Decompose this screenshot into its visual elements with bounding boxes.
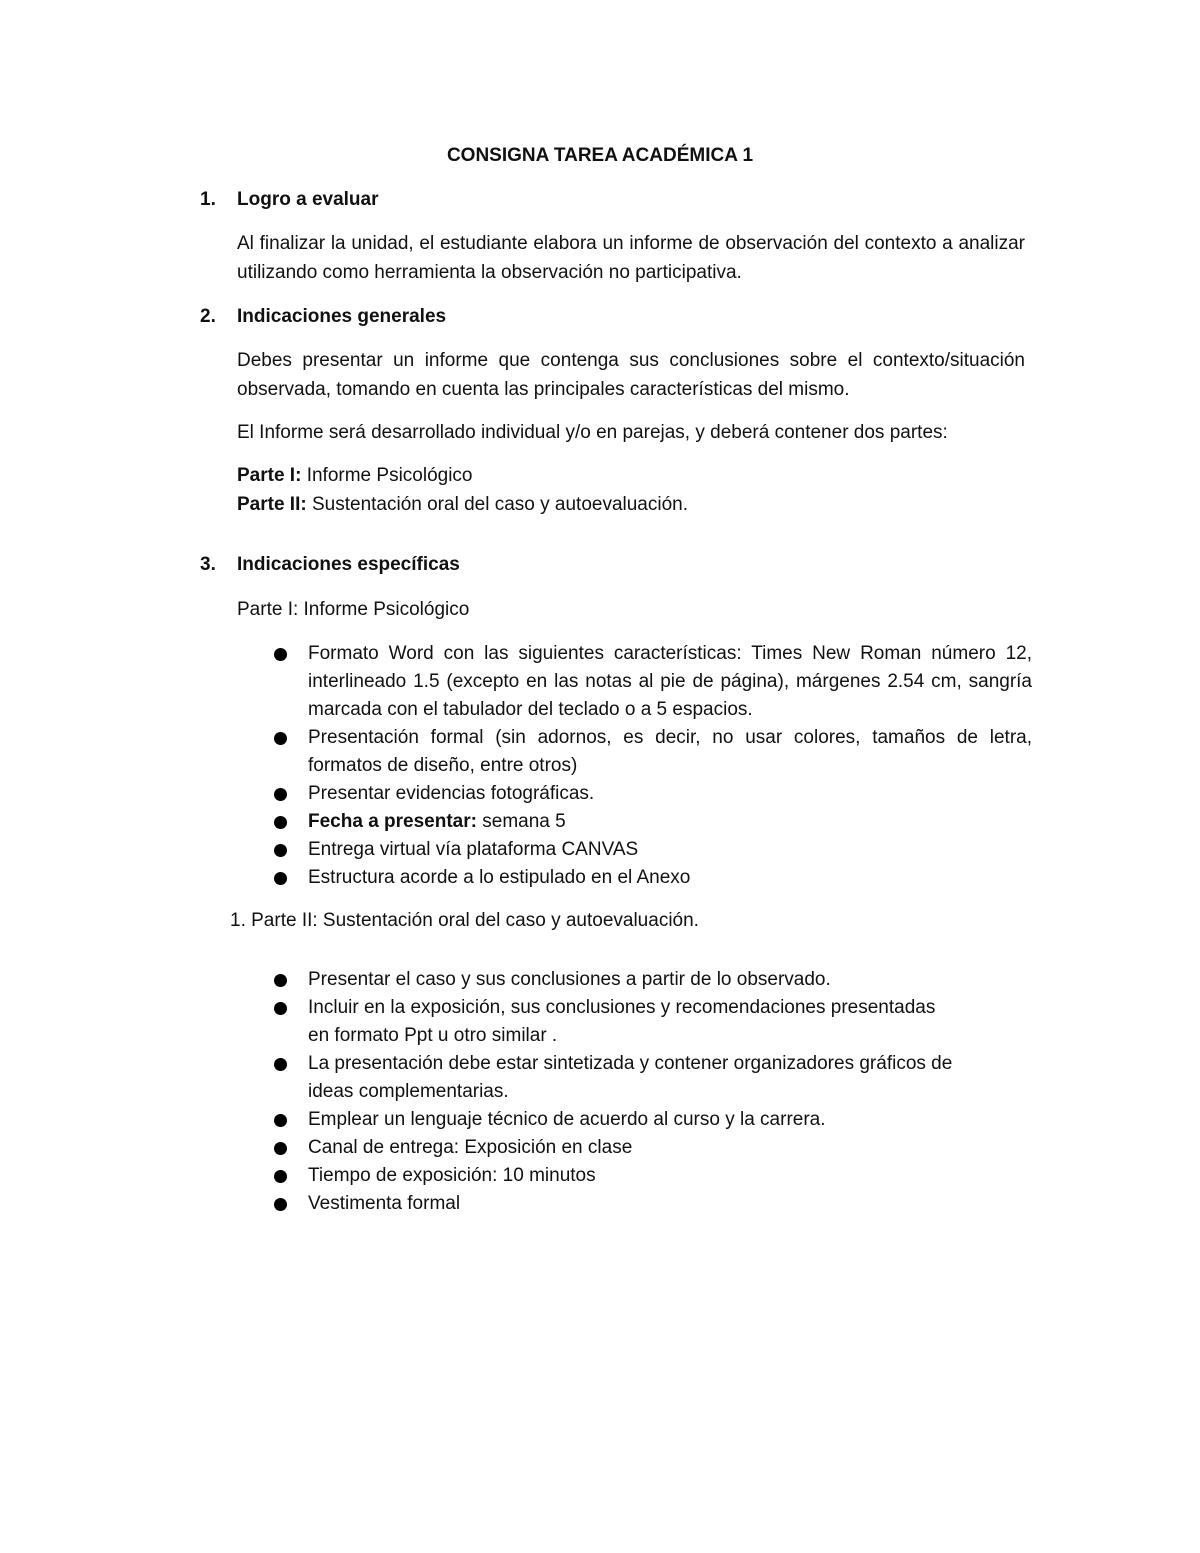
list-item [272, 1106, 1032, 1134]
bullet-icon [274, 872, 287, 885]
list-item-text-continued: ideas complementarias. [308, 1081, 509, 1102]
bullet-icon [274, 816, 287, 829]
indicaciones-paragraph: Debes presentar un informe que contenga sus conclusiones sobre el contexto/situación observada, tomando en cuenta las principales características del mismo. [237, 350, 1025, 400]
parte-2-bullet-list [272, 966, 1032, 1218]
fecha-value: semana 5 [476, 811, 566, 832]
list-item-text: Emplear un lenguaje técnico de acuerdo al curso y la carrera. [308, 1109, 826, 1130]
bullet-icon [274, 1058, 287, 1071]
list-item [272, 780, 1032, 808]
bullet-icon [274, 788, 287, 801]
bullet-icon [274, 1198, 287, 1211]
list-item-text: Presentar evidencias fotográficas. [308, 783, 595, 804]
list-item-text: Canal de entrega: Exposición en clase [308, 1137, 633, 1158]
bullet-icon [274, 648, 287, 661]
bullet-icon [274, 1170, 287, 1183]
bullet-icon [274, 844, 287, 857]
list-item [272, 836, 1032, 864]
list-item [272, 1050, 1032, 1106]
bullet-icon [274, 1002, 287, 1015]
parte-1-label: Parte I: [237, 465, 302, 486]
list-item-text: Estructura acorde a lo estipulado en el Anexo [308, 867, 691, 888]
fecha-label: Fecha a presentar: [308, 811, 477, 832]
list-item-text: Presentación formal (sin adornos, es decir, no usar colores, tamaños de letra, formatos de diseño, entre otros) [308, 727, 1032, 776]
document-title: CONSIGNA TAREA ACADÉMICA 1 [446, 145, 754, 166]
section-number-1: 1. [200, 189, 216, 210]
parte-1-text: Informe Psicológico [301, 465, 473, 486]
list-item-text: Incluir en la exposición, sus conclusiones y recomendaciones presentadas [308, 997, 936, 1018]
list-item-text: Formato Word con las siguientes características: Times New Roman número 12, interlineado 1.5 (excepto en las notas al pie de página), márgenes 2.54 cm, sangría marcada con el tabulador del teclado o a 5 espacios. [308, 643, 1032, 720]
section-heading-3 [200, 551, 460, 579]
list-item-text: Tiempo de exposición: 10 minutos [308, 1165, 596, 1186]
section-title-3: Indicaciones específicas [237, 554, 460, 575]
list-item [272, 1162, 1032, 1190]
parte-2-line [237, 491, 688, 519]
informe-paragraph: El Informe será desarrollado individual y/o en parejas, y deberá contener dos partes: [237, 422, 948, 443]
list-item [272, 640, 1032, 724]
section-heading-2 [200, 303, 446, 331]
list-item-text-continued: en formato Ppt u otro similar . [308, 1025, 558, 1046]
parte-1-subheading: Parte I: Informe Psicológico [237, 599, 470, 620]
list-item [272, 864, 1032, 892]
list-item [272, 1190, 1032, 1218]
logro-paragraph: Al finalizar la unidad, el estudiante elabora un informe de observación del contexto a analizar utilizando como herramienta la observación no participativa. [237, 233, 1025, 283]
section-title-2: Indicaciones generales [237, 306, 447, 327]
list-item [272, 724, 1032, 780]
section-heading-1 [200, 186, 379, 214]
list-item-text: Vestimenta formal [308, 1193, 461, 1214]
parte-2-text: Sustentación oral del caso y autoevaluación. [306, 494, 689, 515]
bullet-icon [274, 974, 287, 987]
parte-2-label: Parte II: [237, 494, 307, 515]
bullet-icon [274, 732, 287, 745]
list-item-text: La presentación debe estar sintetizada y contener organizadores gráficos de [308, 1053, 953, 1074]
section-number-3: 3. [200, 554, 216, 575]
bullet-icon [274, 1142, 287, 1155]
parte-2-subheading: 1. Parte II: Sustentación oral del caso y autoevaluación. [230, 910, 699, 931]
parte-1-bullet-list [272, 640, 1032, 892]
section-title-1: Logro a evaluar [237, 189, 379, 210]
section-number-2: 2. [200, 306, 216, 327]
parte-1-line [237, 462, 473, 490]
list-item [272, 966, 1032, 994]
list-item-text: Presentar el caso y sus conclusiones a partir de lo observado. [308, 969, 831, 990]
list-item-text: Entrega virtual vía plataforma CANVAS [308, 839, 639, 860]
bullet-icon [274, 1114, 287, 1127]
list-item [272, 808, 1032, 836]
list-item [272, 994, 1032, 1050]
list-item [272, 1134, 1032, 1162]
